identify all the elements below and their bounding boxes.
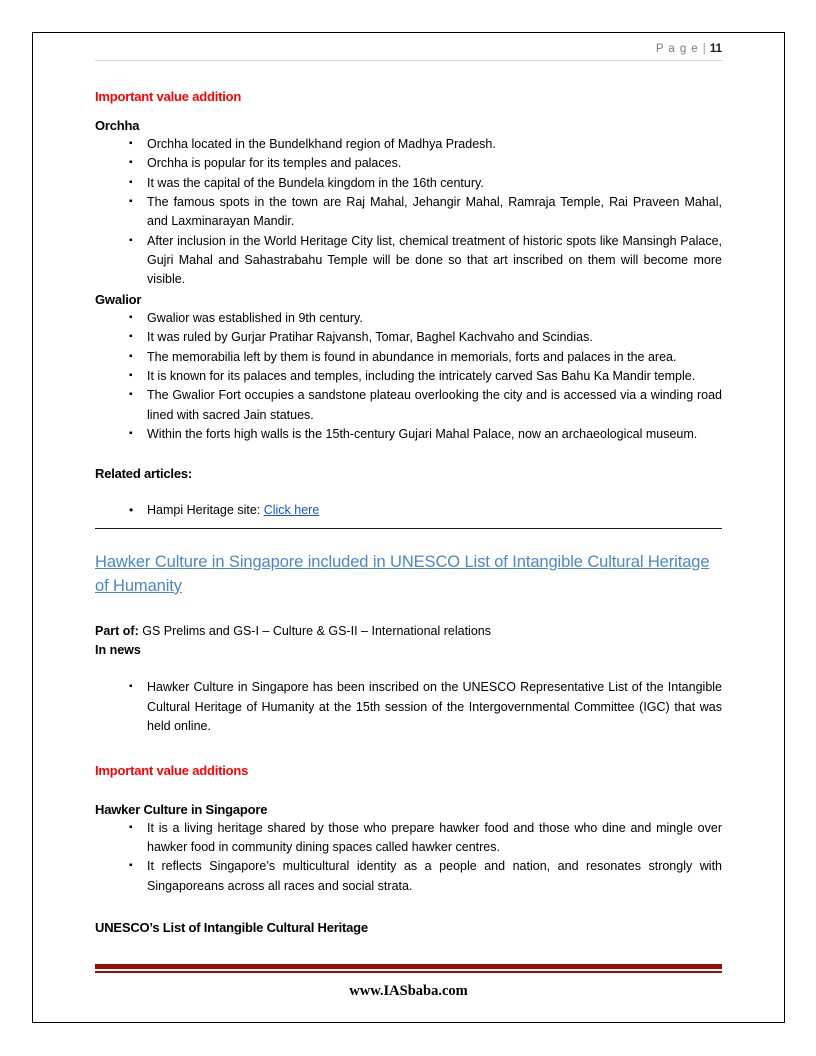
- bullet-icon: ▪: [129, 860, 133, 872]
- list-item-text: It was the capital of the Bundela kingdom in the 16th century.: [147, 175, 484, 190]
- list-item-text: It is a living heritage shared by those who prepare hawker food and those who dine and mingle over hawker food in community dining spaces called hawker centres.: [147, 820, 722, 854]
- list-item-text: Orchha located in the Bundelkhand region of Madhya Pradesh.: [147, 136, 496, 151]
- bullet-icon: ▪: [129, 428, 133, 440]
- footer-rule-thin: [95, 971, 722, 973]
- list-item: [129, 309, 722, 328]
- bullet-icon: ▪: [129, 350, 133, 362]
- bullet-icon: ▪: [129, 157, 133, 169]
- heading-unesco-list: UNESCO’s List of Intangible Cultural Heritage: [95, 920, 368, 936]
- list-item: [129, 367, 722, 386]
- page-separator: |: [702, 43, 706, 55]
- heading-hawker-culture: Hawker Culture in Singapore: [95, 801, 268, 817]
- list-item-text: After inclusion in the World Heritage City list, chemical treatment of historic spots like Mansingh Palace, Gujri Mahal and Sahastrabahu Temple will be done so that art inscribed on them will become more visible.: [147, 233, 722, 287]
- page-footer: [95, 964, 722, 1000]
- list-item: [129, 193, 722, 232]
- list-item: [129, 232, 722, 290]
- bullet-icon: ▪: [129, 195, 133, 207]
- list-item: [129, 386, 722, 425]
- bullet-icon: ▪: [129, 681, 133, 693]
- document-page: [32, 32, 785, 1023]
- list-item-text: Orchha is popular for its temples and palaces.: [147, 156, 402, 171]
- gwalior-bullet-list: [95, 309, 722, 445]
- bullet-icon: ▪: [129, 311, 133, 323]
- in-news-label: In news: [95, 642, 141, 657]
- bullet-icon: ▪: [129, 821, 133, 833]
- page-label: P a g e: [655, 43, 699, 55]
- related-article-label: Hampi Heritage site:: [147, 503, 264, 518]
- bullet-icon: ▪: [129, 234, 133, 246]
- page-header: [95, 33, 722, 61]
- bullet-icon: •: [129, 503, 134, 518]
- related-articles-list: [95, 501, 722, 520]
- bullet-icon: ▪: [129, 389, 133, 401]
- bullet-icon: ▪: [129, 176, 133, 188]
- heading-important-value-addition: Important value addition: [95, 88, 242, 104]
- in-news-bullet-list: [95, 678, 722, 736]
- part-of-value: GS Prelims and GS-I – Culture & GS-II – International relations: [138, 623, 491, 638]
- part-of-label: Part of:: [95, 623, 139, 638]
- list-item: [129, 857, 722, 896]
- heading-important-value-additions: Important value additions: [95, 762, 249, 778]
- list-item: [129, 328, 722, 347]
- list-item-text: The famous spots in the town are Raj Mahal, Jehangir Mahal, Ramraja Temple, Rai Praveen Mahal, and Laxminarayan Mandir.: [147, 194, 722, 229]
- orchha-bullet-list: [95, 135, 722, 290]
- list-item: [129, 348, 722, 367]
- page-content: [95, 33, 722, 935]
- heading-gwalior: Gwalior: [95, 291, 142, 307]
- list-item: [129, 819, 722, 858]
- list-item-text: Gwalior was established in 9th century.: [147, 310, 363, 325]
- bullet-icon: ▪: [129, 331, 133, 343]
- list-item: [129, 501, 722, 520]
- list-item: [129, 135, 722, 154]
- hawker-bullet-list: [95, 819, 722, 897]
- list-item: [129, 678, 722, 736]
- section-divider: [95, 528, 722, 529]
- list-item: [129, 425, 722, 444]
- heading-orchha: Orchha: [95, 117, 140, 133]
- list-item-text: The Gwalior Fort occupies a sandstone plateau overlooking the city and is accessed via a winding road lined with sacred Jain statues.: [147, 388, 722, 422]
- list-item: [129, 174, 722, 193]
- list-item: [129, 154, 722, 173]
- page-number: 11: [709, 43, 722, 55]
- list-item-text: Hawker Culture in Singapore has been inscribed on the UNESCO Representative List of the Intangible Cultural Heritage of Humanity at the 15th session of the Intergovernmental Committee (IGC) that was held online.: [147, 680, 722, 734]
- bullet-icon: ▪: [129, 137, 133, 149]
- list-item-text: It was ruled by Gurjar Pratihar Rajvansh, Tomar, Baghel Kachvaho and Scindias.: [147, 330, 593, 345]
- bullet-icon: ▪: [129, 369, 133, 381]
- click-here-link[interactable]: Click here: [263, 503, 320, 518]
- page-number-header: [95, 43, 722, 60]
- footer-website: www.IASbaba.com: [349, 983, 468, 999]
- list-item-text: It is known for its palaces and temples, including the intricately carved Sas Bahu Ka Mandir temple.: [147, 368, 696, 383]
- list-item-text: Within the forts high walls is the 15th-century Gujari Mahal Palace, now an archaeological museum.: [147, 427, 698, 442]
- heading-related-articles: Related articles:: [95, 466, 193, 482]
- heading-in-news: [95, 642, 722, 659]
- list-item-text: It reflects Singapore’s multicultural identity as a people and nation, and resonates strongly with Singaporeans across all races and social strata.: [147, 859, 722, 893]
- header-divider: [95, 60, 722, 61]
- list-item-text: The memorabilia left by them is found in abundance in memorials, forts and palaces in the area.: [147, 349, 677, 364]
- article-title-link[interactable]: Hawker Culture in Singapore included in UNESCO List of Intangible Cultural Heritage of Humanity: [95, 552, 710, 595]
- part-of-line: [95, 623, 722, 640]
